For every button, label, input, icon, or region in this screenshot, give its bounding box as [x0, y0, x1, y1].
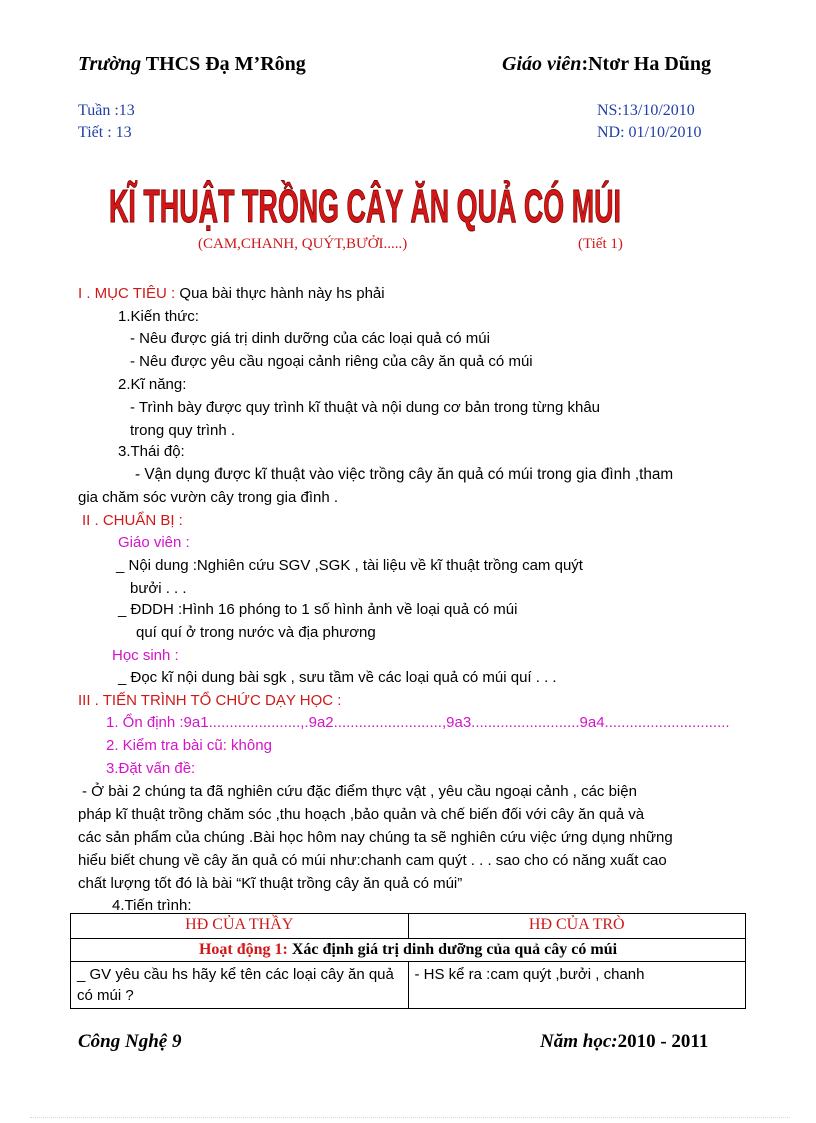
week-label: Tuần :13 — [78, 102, 135, 119]
attitude-label: 3.Thái độ: — [118, 443, 185, 460]
teacher-prep-line: _ Nội dung :Nghiên cứu SGV ,SGK , tài liệu về kĩ thuật trồng cam quýt — [116, 557, 583, 574]
period-label: Tiết : 13 — [78, 124, 132, 141]
school-name: THCS Đạ M’Rông — [145, 53, 306, 75]
teacher-label: Giáo viên — [502, 53, 582, 75]
step-problem: 3.Đặt vấn đề: — [106, 760, 196, 777]
student-activity-cell: - HS kể ra :cam quýt ,bưởi , chanh — [408, 962, 746, 1009]
nd-date: ND: 01/10/2010 — [597, 124, 702, 141]
table-row — [71, 962, 746, 1009]
footer-year — [540, 1031, 708, 1053]
activity-title: Xác định giá trị dinh dưỡng của quả cây có múi — [287, 941, 618, 958]
intro-paragraph-line: - Ở bài 2 chúng ta đã nghiên cứu đặc điểm thực vật , yêu cầu ngoại cảnh , các biện — [82, 783, 637, 800]
table-header-row — [71, 914, 746, 939]
attitude-text-line: - Vận dụng được kĩ thuật vào việc trồng cây ăn quả có múi trong gia đình ,tham — [135, 466, 674, 483]
objectives-line — [78, 285, 385, 302]
intro-paragraph — [78, 783, 742, 898]
school-label: Trường — [78, 53, 142, 75]
activity-table — [70, 913, 746, 1009]
objectives-intro: Qua bài thực hành này hs phải — [175, 285, 385, 302]
intro-paragraph-line: các sản phẩm của chúng .Bài học hôm nay chúng ta sẽ nghiên cứu việc ứng dụng những — [78, 829, 673, 846]
column-header-student: HĐ CỦA TRÒ — [408, 914, 746, 939]
step-stabilize: 1. Ổn định :9a1......................,.9a2..........................,9a3..........................9a4.............................. — [106, 714, 730, 731]
preparation-heading: II . CHUẨN BỊ : — [82, 512, 183, 529]
lesson-subtitle: (CAM,CHANH, QUÝT,BƯỞI.....) — [198, 236, 408, 252]
intro-paragraph-line: pháp kĩ thuật trồng chăm sóc ,thu hoạch ,bảo quản và chế biến đối với cây ăn quả và — [78, 806, 645, 823]
footer-year-label: Năm học: — [540, 1031, 618, 1052]
knowledge-item: - Nêu được yêu cầu ngoại cảnh riêng của cây ăn quả có múi — [130, 353, 533, 370]
teacher-header — [502, 53, 711, 76]
step-review: 2. Kiểm tra bài cũ: không — [106, 737, 272, 754]
activity-title-cell — [71, 939, 746, 962]
skill-text-line: trong quy trình . — [130, 422, 236, 439]
objectives-heading: I . MỤC TIÊU : — [78, 285, 176, 302]
knowledge-label: 1.Kiến thức: — [118, 308, 199, 325]
teacher-activity-cell: _ GV yêu cầu hs hãy kể tên các loại cây ăn quả có múi ? — [71, 962, 409, 1009]
teacher-prep-line: bưởi . . . — [130, 580, 187, 597]
lesson-title-text: KĨ THUẬT TRỒNG CÂY ĂN QUẢ CÓ MÚI — [109, 180, 621, 232]
page-bottom-divider — [30, 1117, 790, 1118]
process-heading: III . TIẾN TRÌNH TỔ CHỨC DẠY HỌC : — [78, 692, 342, 709]
student-prep-label: Học sinh : — [112, 647, 179, 664]
intro-paragraph-line: hiểu biết chung về cây ăn quả có múi như:chanh cam quýt . . . sao cho có năng xuất cao — [78, 852, 667, 869]
ns-date: NS:13/10/2010 — [597, 102, 695, 119]
teacher-prep-line: _ ĐDDH :Hình 16 phóng to 1 số hình ảnh về loại quả có múi — [118, 601, 518, 618]
skill-text-line: - Trình bày được quy trình kĩ thuật và nội dung cơ bản trong từng khâu — [130, 399, 601, 416]
step-procedure: 4.Tiến trình: — [112, 897, 192, 914]
footer-subject: Công Nghệ 9 — [78, 1031, 182, 1052]
footer-year-value: 2010 - 2011 — [617, 1031, 709, 1052]
knowledge-item: - Nêu được giá trị dinh dưỡng của các loại quả có múi — [130, 330, 490, 347]
table-activity-row — [71, 939, 746, 962]
intro-paragraph-line: chất lượng tốt đó là bài “Kĩ thuật trồng cây ăn quả có múi” — [78, 875, 463, 892]
teacher-prep-line: quí quí ở trong nước và địa phương — [136, 624, 376, 641]
school-header — [78, 53, 306, 76]
lesson-part: (Tiết 1) — [578, 236, 623, 252]
lesson-title — [108, 170, 628, 232]
activity-label: Hoạt động 1: — [198, 941, 288, 958]
teacher-name: :Ntơr Ha Dũng — [581, 53, 712, 75]
skill-label: 2.Kĩ năng: — [118, 376, 187, 393]
teacher-prep-label: Giáo viên : — [118, 534, 190, 551]
student-prep-line: _ Đọc kĩ nội dung bài sgk , sưu tầm về các loại quả có múi quí . . . — [118, 669, 557, 686]
column-header-teacher: HĐ CỦA THẦY — [71, 914, 409, 939]
attitude-text-line: gia chăm sóc vườn cây trong gia đình . — [78, 489, 339, 506]
